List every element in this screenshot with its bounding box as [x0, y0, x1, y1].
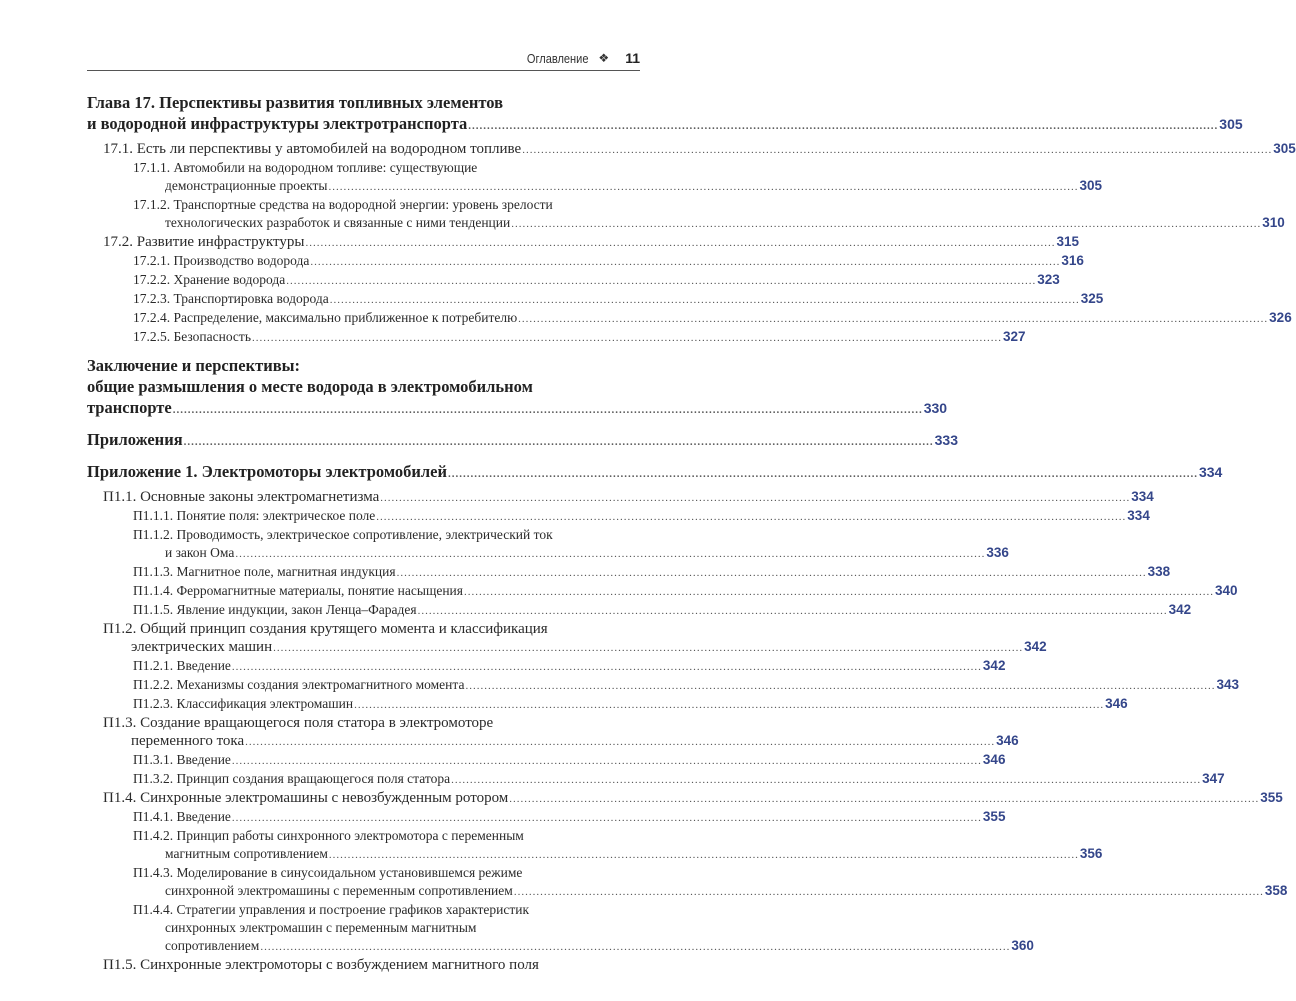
dot-leader: ........................................................................................................................................................................................................	[509, 793, 1260, 805]
toc-page-number[interactable]: 336	[986, 545, 1009, 560]
toc-page-number[interactable]: 310	[1262, 215, 1285, 230]
toc-subsection[interactable]	[87, 695, 1128, 714]
dot-leader: ........................................................................................................................................................................................................	[305, 237, 1056, 249]
toc-line	[103, 620, 640, 638]
toc-page-number[interactable]: 305	[1219, 116, 1243, 132]
table-of-contents	[87, 92, 1296, 974]
toc-page-number[interactable]: 334	[1131, 489, 1154, 504]
toc-entry-title: и закон Ома	[165, 545, 235, 560]
toc-page-number[interactable]: 327	[1002, 329, 1026, 344]
toc-entry-title: синхронной электромашины с переменным сопротивлением	[165, 883, 513, 898]
dot-leader: ........................................................................................................................................................................................................	[464, 586, 1214, 598]
toc-entry-title: Приложение 1. Электромоторы электромобилей	[87, 462, 447, 481]
toc-subsection[interactable]	[87, 196, 1285, 233]
dot-leader: ........................................................................................................................................................................................................	[183, 436, 934, 448]
dot-leader: ........................................................................................................................................................................................................	[354, 699, 1105, 711]
toc-subsection[interactable]	[87, 751, 1006, 770]
toc-page-number[interactable]: 360	[1011, 938, 1034, 953]
toc-line	[103, 140, 1296, 159]
toc-section[interactable]	[87, 714, 1019, 751]
toc-line	[103, 956, 640, 974]
toc-line	[103, 638, 1047, 657]
toc-line	[133, 177, 1103, 196]
toc-line	[133, 695, 1128, 714]
dot-leader: ........................................................................................................................................................................................................	[329, 294, 1080, 306]
toc-entry-title: сопротивлением	[165, 938, 260, 953]
toc-line	[103, 488, 1154, 507]
toc-line	[87, 92, 640, 113]
dot-leader: ........................................................................................................................................................................................................	[328, 849, 1079, 861]
toc-entry-title: П1.4. Синхронные электромашины с невозбужденным ротором	[103, 790, 509, 806]
toc-section[interactable]	[87, 789, 1283, 808]
toc-entry-title: синхронных электромашин с переменным магнитным	[165, 920, 477, 935]
toc-subsection[interactable]	[87, 827, 1103, 864]
toc-line	[133, 601, 1192, 620]
toc-entry-title: 17.2.3. Транспортировка водорода	[133, 291, 329, 306]
toc-line	[133, 159, 640, 177]
toc-section[interactable]	[87, 233, 1079, 252]
toc-line	[133, 882, 1288, 901]
toc-section[interactable]	[87, 488, 1154, 507]
toc-line	[133, 657, 1006, 676]
toc-entry-title: П1.3.2. Принцип создания вращающегося поля статора	[133, 771, 451, 786]
toc-line	[133, 845, 1103, 864]
toc-line	[133, 901, 640, 919]
toc-entry-title: Заключение и перспективы:	[87, 356, 300, 375]
toc-entry-title: 17.1. Есть ли перспективы у автомобилей на водородном топливе	[103, 141, 522, 157]
page-number: 11	[625, 50, 640, 66]
toc-entry-title: 17.1.1. Автомобили на водородном топливе: существующие	[133, 160, 478, 175]
toc-entry-title: Глава 17. Перспективы развития топливных элементов	[87, 93, 504, 112]
toc-entry-title: транспорте	[87, 398, 172, 417]
toc-section[interactable]	[87, 956, 640, 974]
toc-entry-title: 17.2.1. Производство водорода	[133, 253, 310, 268]
toc-entry-title: 17.2. Развитие инфраструктуры	[103, 234, 305, 250]
dot-leader: ........................................................................................................................................................................................................	[310, 256, 1061, 268]
toc-entry-title: П1.2.1. Введение	[133, 658, 231, 673]
toc-entry-title: электрических машин	[131, 639, 273, 655]
toc-entry-title: технологических разработок и связанные с ними тенденции	[165, 215, 511, 230]
toc-page-number[interactable]: 316	[1061, 253, 1084, 268]
dot-leader: ........................................................................................................................................................................................................	[522, 144, 1273, 156]
toc-line	[133, 196, 640, 214]
toc-line	[103, 789, 1283, 808]
toc-page-number[interactable]: 347	[1202, 771, 1225, 786]
toc-line	[87, 113, 1243, 137]
dot-leader: ........................................................................................................................................................................................................	[396, 567, 1147, 579]
dot-leader: ........................................................................................................................................................................................................	[447, 468, 1198, 480]
toc-subsection[interactable]	[87, 676, 1239, 695]
toc-entry-title: П1.1. Основные законы электромагнетизма	[103, 489, 380, 505]
toc-page-number[interactable]: 355	[982, 809, 1006, 824]
toc-entry-title: П1.3. Создание вращающегося поля статора в электромоторе	[103, 715, 494, 731]
toc-page-number[interactable]: 305	[1273, 141, 1296, 156]
toc-entry-title: магнитным сопротивлением	[165, 846, 328, 861]
dot-leader: ........................................................................................................................................................................................................	[376, 511, 1127, 523]
toc-page-number[interactable]: 342	[1168, 602, 1192, 617]
toc-line	[87, 429, 958, 453]
toc-entry-title: переменного тока	[131, 733, 245, 749]
toc-subsection[interactable]	[87, 526, 1009, 563]
toc-subsection[interactable]	[87, 901, 1034, 956]
toc-entry-title: общие размышления о месте водорода в электромобильном	[87, 377, 533, 396]
toc-line	[87, 397, 948, 421]
toc-line	[133, 770, 1225, 789]
toc-entry-title: П1.2. Общий принцип создания крутящего момента и классификация	[103, 621, 548, 637]
toc-entry-title: демонстрационные проекты	[165, 178, 328, 193]
toc-entry-title: П1.5. Синхронные электромоторы с возбуждением магнитного поля	[103, 957, 539, 973]
toc-line	[87, 355, 640, 376]
toc-entry-title: Приложения	[87, 430, 183, 449]
dot-leader: ........................................................................................................................................................................................................	[518, 313, 1269, 325]
toc-line	[103, 233, 1079, 252]
toc-subsection[interactable]	[87, 507, 1150, 526]
toc-line	[133, 544, 1009, 563]
dot-leader: ........................................................................................................................................................................................................	[380, 492, 1131, 504]
toc-entry-title: П1.1.5. Явление индукции, закон Ленца–Фарадея	[133, 602, 417, 617]
toc-page-number[interactable]: 342	[982, 658, 1006, 673]
toc-page-number[interactable]: 326	[1269, 310, 1292, 325]
dot-leader: ........................................................................................................................................................................................................	[231, 755, 982, 767]
toc-line	[133, 290, 1104, 309]
toc-line	[133, 751, 1006, 770]
toc-entry-title: П1.1.4. Ферромагнитные материалы, понятие насыщения	[133, 583, 463, 598]
toc-line	[133, 507, 1150, 526]
toc-entry-title: 17.2.5. Безопасность	[133, 329, 251, 344]
toc-page-number[interactable]: 325	[1080, 291, 1104, 306]
toc-subsection[interactable]	[87, 290, 1104, 309]
dot-leader: ........................................................................................................................................................................................................	[273, 642, 1024, 654]
toc-section[interactable]	[87, 140, 1296, 159]
toc-subsection[interactable]	[87, 601, 1192, 620]
toc-entry-title: П1.4.3. Моделирование в синусоидальном установившемся режиме	[133, 865, 523, 880]
dot-leader: ........................................................................................................................................................................................................	[286, 275, 1037, 287]
toc-line	[133, 214, 1285, 233]
toc-line	[133, 252, 1084, 271]
toc-line	[87, 461, 1223, 485]
toc-entry-title: П1.2.3. Классификация электромашин	[133, 696, 354, 711]
toc-subsection[interactable]	[87, 864, 1288, 901]
toc-subsection[interactable]	[87, 808, 1006, 827]
toc-page-number[interactable]: 334	[1127, 508, 1150, 523]
toc-page-number[interactable]: 330	[923, 400, 948, 416]
toc-line	[133, 526, 640, 544]
toc-subsection[interactable]	[87, 582, 1238, 601]
toc-page-number[interactable]: 305	[1079, 178, 1103, 193]
toc-line	[133, 582, 1238, 601]
dot-leader: ........................................................................................................................................................................................................	[451, 774, 1202, 786]
toc-entry-title: и водородной инфраструктуры электротранспорта	[87, 114, 468, 133]
toc-line	[103, 732, 1019, 751]
toc-page-number[interactable]: 358	[1264, 883, 1288, 898]
dot-leader: ........................................................................................................................................................................................................	[468, 120, 1219, 132]
toc-subsection[interactable]	[87, 770, 1225, 789]
toc-line	[133, 271, 1060, 290]
toc-line	[87, 376, 640, 397]
toc-entry-title: 17.1.2. Транспортные средства на водородной энергии: уровень зрелости	[133, 197, 553, 212]
toc-subsection[interactable]	[87, 309, 1292, 328]
toc-entry-title: П1.4.1. Введение	[133, 809, 231, 824]
toc-entry-title: П1.2.2. Механизмы создания электромагнитного момента	[133, 677, 465, 692]
toc-section[interactable]	[87, 620, 1047, 657]
toc-subsection[interactable]	[87, 252, 1084, 271]
dot-leader: ........................................................................................................................................................................................................	[251, 332, 1002, 344]
toc-page-number[interactable]: 333	[934, 432, 958, 448]
toc-entry-title: П1.1.3. Магнитное поле, магнитная индукция	[133, 564, 396, 579]
toc-entry-title: П1.4.2. Принцип работы синхронного электромотора с переменным	[133, 828, 524, 843]
toc-chapter[interactable]	[87, 92, 1243, 137]
toc-line	[133, 919, 640, 937]
toc-line	[133, 328, 1026, 347]
dot-leader: ........................................................................................................................................................................................................	[260, 941, 1011, 953]
dot-leader: ........................................................................................................................................................................................................	[328, 181, 1079, 193]
toc-line	[133, 937, 1034, 956]
toc-line	[133, 563, 1171, 582]
ornament-icon: ❖	[598, 51, 610, 65]
toc-subsection[interactable]	[87, 657, 1006, 676]
toc-line	[133, 808, 1006, 827]
toc-page-number[interactable]: 315	[1056, 234, 1079, 249]
running-header	[87, 46, 640, 71]
toc-page-number[interactable]: 346	[982, 752, 1006, 767]
toc-page-number[interactable]: 355	[1260, 790, 1283, 805]
toc-entry-title: П1.4.4. Стратегии управления и построение графиков характеристик	[133, 902, 530, 917]
dot-leader: ........................................................................................................................................................................................................	[513, 886, 1264, 898]
toc-line	[103, 714, 640, 732]
toc-subsection[interactable]	[87, 563, 1171, 582]
dot-leader: ........................................................................................................................................................................................................	[245, 736, 996, 748]
toc-page-number[interactable]: 343	[1216, 677, 1239, 692]
toc-page-number[interactable]: 323	[1037, 272, 1060, 287]
dot-leader: ........................................................................................................................................................................................................	[172, 404, 923, 416]
toc-chapter[interactable]	[87, 355, 948, 421]
toc-line	[133, 676, 1239, 695]
toc-line	[133, 309, 1292, 328]
toc-line	[133, 827, 640, 845]
toc-page-number[interactable]: 356	[1079, 846, 1103, 861]
toc-page-number[interactable]: 342	[1024, 639, 1047, 654]
toc-entry-title: П1.3.1. Введение	[133, 752, 231, 767]
dot-leader: ........................................................................................................................................................................................................	[231, 812, 982, 824]
toc-page-number[interactable]: 334	[1198, 464, 1223, 480]
toc-page-number[interactable]: 346	[996, 733, 1019, 748]
toc-subsection[interactable]	[87, 159, 1103, 196]
dot-leader: ........................................................................................................................................................................................................	[417, 605, 1168, 617]
toc-page-number[interactable]: 340	[1215, 583, 1238, 598]
dot-leader: ........................................................................................................................................................................................................	[231, 661, 982, 673]
dot-leader: ........................................................................................................................................................................................................	[465, 680, 1216, 692]
toc-page-number[interactable]: 346	[1105, 696, 1128, 711]
dot-leader: ........................................................................................................................................................................................................	[511, 218, 1262, 230]
toc-line	[133, 864, 640, 882]
toc-entry-title: П1.1.2. Проводимость, электрическое сопротивление, электрический ток	[133, 527, 553, 542]
toc-chapter[interactable]	[87, 461, 1223, 485]
section-title: Оглавление	[526, 50, 589, 66]
dot-leader: ........................................................................................................................................................................................................	[235, 548, 986, 560]
toc-page-number[interactable]: 338	[1147, 564, 1171, 579]
toc-subsection[interactable]	[87, 271, 1060, 290]
toc-entry-title: 17.2.4. Распределение, максимально приближенное к потребителю	[133, 310, 518, 325]
toc-chapter[interactable]	[87, 429, 958, 453]
toc-entry-title: 17.2.2. Хранение водорода	[133, 272, 286, 287]
toc-subsection[interactable]	[87, 328, 1026, 347]
toc-entry-title: П1.1.1. Понятие поля: электрическое поле	[133, 508, 376, 523]
